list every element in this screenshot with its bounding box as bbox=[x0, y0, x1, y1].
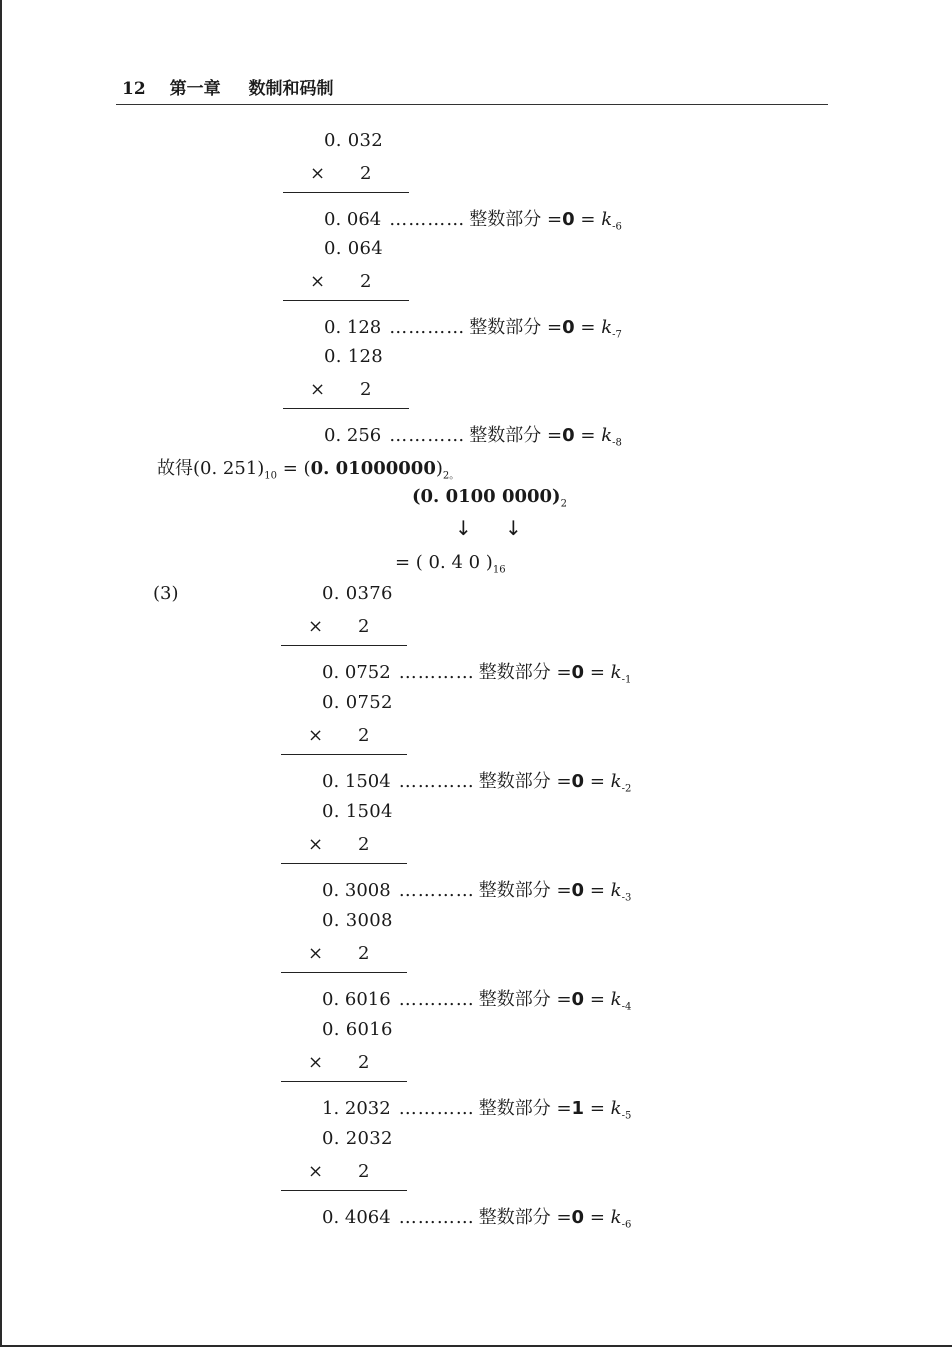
equals: = bbox=[556, 1098, 572, 1119]
equals: = bbox=[589, 1207, 605, 1228]
conclusion-eq: = ( bbox=[277, 458, 311, 479]
product: 0. 256 bbox=[324, 425, 382, 446]
grouping-base: 2 bbox=[560, 498, 567, 510]
binary-grouping bbox=[412, 486, 567, 510]
operand: 0. 064 bbox=[324, 238, 384, 259]
conclusion-binary: 0. 01000000 bbox=[310, 458, 436, 479]
k-symbol: k bbox=[601, 209, 613, 230]
equals: = bbox=[580, 209, 596, 230]
k-symbol: k bbox=[610, 1098, 622, 1119]
operand: 0. 2032 bbox=[322, 1128, 393, 1149]
multiplier: 2 bbox=[358, 1052, 370, 1073]
hex-text: = ( 0. 4 0 ) bbox=[395, 552, 493, 573]
integer-part-label: 整数部分 bbox=[478, 771, 551, 792]
integer-bit: 0 bbox=[571, 771, 585, 792]
operand: 0. 6016 bbox=[322, 1019, 393, 1040]
k-symbol: k bbox=[610, 989, 622, 1010]
k-index: -8 bbox=[612, 437, 622, 449]
k-symbol: k bbox=[610, 771, 622, 792]
multiply-row bbox=[310, 271, 371, 292]
integer-bit: 1 bbox=[571, 1098, 585, 1119]
integer-bit: 0 bbox=[571, 989, 585, 1010]
integer-bit: 0 bbox=[571, 880, 585, 901]
equals: = bbox=[589, 771, 605, 792]
multiply-row bbox=[308, 943, 369, 964]
equals: = bbox=[556, 1207, 572, 1228]
equals: = bbox=[547, 209, 563, 230]
equals: = bbox=[580, 425, 596, 446]
leader-dots: ………… bbox=[398, 662, 475, 683]
down-arrow-icon: ↓ bbox=[505, 516, 522, 540]
operand: 0. 3008 bbox=[322, 910, 393, 931]
leader-dots: ………… bbox=[389, 209, 466, 230]
equals: = bbox=[556, 989, 572, 1010]
product-rule bbox=[283, 408, 409, 409]
leader-dots: ………… bbox=[389, 317, 466, 338]
integer-bit: 0 bbox=[562, 209, 575, 230]
times-sign: × bbox=[308, 725, 324, 746]
integer-part-label: 整数部分 bbox=[478, 662, 551, 683]
k-index: -6 bbox=[621, 1219, 632, 1231]
operand: 0. 0752 bbox=[322, 692, 393, 713]
conclusion-line bbox=[157, 454, 459, 482]
times-sign: × bbox=[308, 1052, 324, 1073]
k-symbol: k bbox=[601, 317, 613, 338]
leader-dots: ………… bbox=[398, 1098, 475, 1119]
multiply-row bbox=[308, 616, 369, 637]
product-rule bbox=[281, 1190, 407, 1191]
multiply-row bbox=[308, 725, 369, 746]
times-sign: × bbox=[308, 1161, 324, 1182]
leader-dots: ………… bbox=[398, 771, 475, 792]
multiplier: 2 bbox=[358, 834, 370, 855]
leader-dots: ………… bbox=[398, 1207, 475, 1228]
product-row bbox=[322, 658, 631, 686]
equals: = bbox=[589, 989, 605, 1010]
integer-part-label: 整数部分 bbox=[478, 880, 551, 901]
times-sign: × bbox=[310, 379, 326, 400]
product: 0. 4064 bbox=[322, 1207, 391, 1228]
times-sign: × bbox=[308, 943, 324, 964]
multiply-row bbox=[308, 834, 369, 855]
equals: = bbox=[547, 317, 563, 338]
multiplier: 2 bbox=[358, 725, 370, 746]
product-rule bbox=[281, 972, 407, 973]
hex-result bbox=[395, 552, 506, 576]
multiplier: 2 bbox=[358, 616, 370, 637]
chapter-title: 数制和码制 bbox=[248, 79, 334, 99]
k-symbol: k bbox=[601, 425, 613, 446]
conclusion-prefix: 故得(0. 251) bbox=[157, 458, 265, 479]
multiplier: 2 bbox=[360, 271, 372, 292]
k-index: -4 bbox=[621, 1001, 632, 1013]
integer-part-label: 整数部分 bbox=[469, 209, 542, 230]
product-row bbox=[322, 767, 631, 795]
multiplier: 2 bbox=[360, 163, 372, 184]
product: 0. 6016 bbox=[322, 989, 391, 1010]
product: 0. 1504 bbox=[322, 771, 391, 792]
product-row bbox=[324, 205, 622, 233]
product-rule bbox=[281, 1081, 407, 1082]
k-symbol: k bbox=[610, 662, 622, 683]
integer-bit: 0 bbox=[562, 425, 575, 446]
product-rule bbox=[281, 863, 407, 864]
times-sign: × bbox=[308, 616, 324, 637]
k-index: -2 bbox=[621, 783, 632, 795]
multiply-row bbox=[310, 379, 371, 400]
operand: 0. 128 bbox=[324, 346, 384, 367]
product: 0. 3008 bbox=[322, 880, 391, 901]
equals: = bbox=[589, 880, 605, 901]
integer-bit: 0 bbox=[571, 662, 585, 683]
multiplier: 2 bbox=[358, 943, 370, 964]
equals: = bbox=[556, 662, 572, 683]
integer-bit: 0 bbox=[562, 317, 575, 338]
product-rule bbox=[281, 645, 407, 646]
integer-part-label: 整数部分 bbox=[469, 425, 542, 446]
equals: = bbox=[556, 771, 572, 792]
conclusion-close: ) bbox=[435, 458, 443, 479]
product-row bbox=[322, 1094, 631, 1122]
grouping-text: (0. 0100 0000) bbox=[412, 486, 561, 507]
product-row bbox=[324, 313, 622, 341]
integer-bit: 0 bbox=[571, 1207, 585, 1228]
multiplier: 2 bbox=[358, 1161, 370, 1182]
equals: = bbox=[547, 425, 563, 446]
integer-part-label: 整数部分 bbox=[478, 1207, 551, 1228]
multiply-row bbox=[308, 1052, 369, 1073]
times-sign: × bbox=[310, 163, 326, 184]
product-row bbox=[322, 985, 631, 1013]
down-arrow-icon: ↓ bbox=[455, 516, 472, 540]
integer-part-label: 整数部分 bbox=[478, 1098, 551, 1119]
leader-dots: ………… bbox=[389, 425, 466, 446]
header-rule bbox=[116, 104, 828, 105]
k-index: -3 bbox=[621, 892, 632, 904]
operand: 0. 0376 bbox=[322, 583, 393, 604]
product-row bbox=[324, 421, 622, 449]
k-index: -5 bbox=[621, 1110, 632, 1122]
times-sign: × bbox=[308, 834, 324, 855]
page-header bbox=[122, 74, 334, 99]
equals: = bbox=[556, 880, 572, 901]
leader-dots: ………… bbox=[398, 880, 475, 901]
operand: 0. 032 bbox=[324, 130, 384, 151]
product-row bbox=[322, 1203, 631, 1231]
product-rule bbox=[281, 754, 407, 755]
conclusion-base2: 2。 bbox=[442, 470, 460, 482]
equals: = bbox=[589, 662, 605, 683]
k-index: -1 bbox=[621, 674, 632, 686]
conclusion-base10: 10 bbox=[264, 470, 278, 482]
integer-part-label: 整数部分 bbox=[478, 989, 551, 1010]
multiplier: 2 bbox=[360, 379, 372, 400]
product-row bbox=[322, 876, 631, 904]
part3-label: (3) bbox=[153, 583, 179, 604]
product: 1. 2032 bbox=[322, 1098, 391, 1119]
equals: = bbox=[580, 317, 596, 338]
times-sign: × bbox=[310, 271, 326, 292]
chapter-label: 第一章 bbox=[169, 79, 221, 99]
product-rule bbox=[283, 192, 409, 193]
k-symbol: k bbox=[610, 1207, 622, 1228]
k-symbol: k bbox=[610, 880, 622, 901]
product-rule bbox=[283, 300, 409, 301]
product: 0. 0752 bbox=[322, 662, 391, 683]
leader-dots: ………… bbox=[398, 989, 475, 1010]
k-index: -6 bbox=[612, 221, 622, 233]
hex-base: 16 bbox=[492, 564, 506, 576]
k-index: -7 bbox=[612, 329, 622, 341]
product: 0. 128 bbox=[324, 317, 382, 338]
page-number: 12 bbox=[122, 79, 146, 99]
multiply-row bbox=[310, 163, 371, 184]
equals: = bbox=[589, 1098, 605, 1119]
multiply-row bbox=[308, 1161, 369, 1182]
product: 0. 064 bbox=[324, 209, 382, 230]
operand: 0. 1504 bbox=[322, 801, 393, 822]
integer-part-label: 整数部分 bbox=[469, 317, 542, 338]
